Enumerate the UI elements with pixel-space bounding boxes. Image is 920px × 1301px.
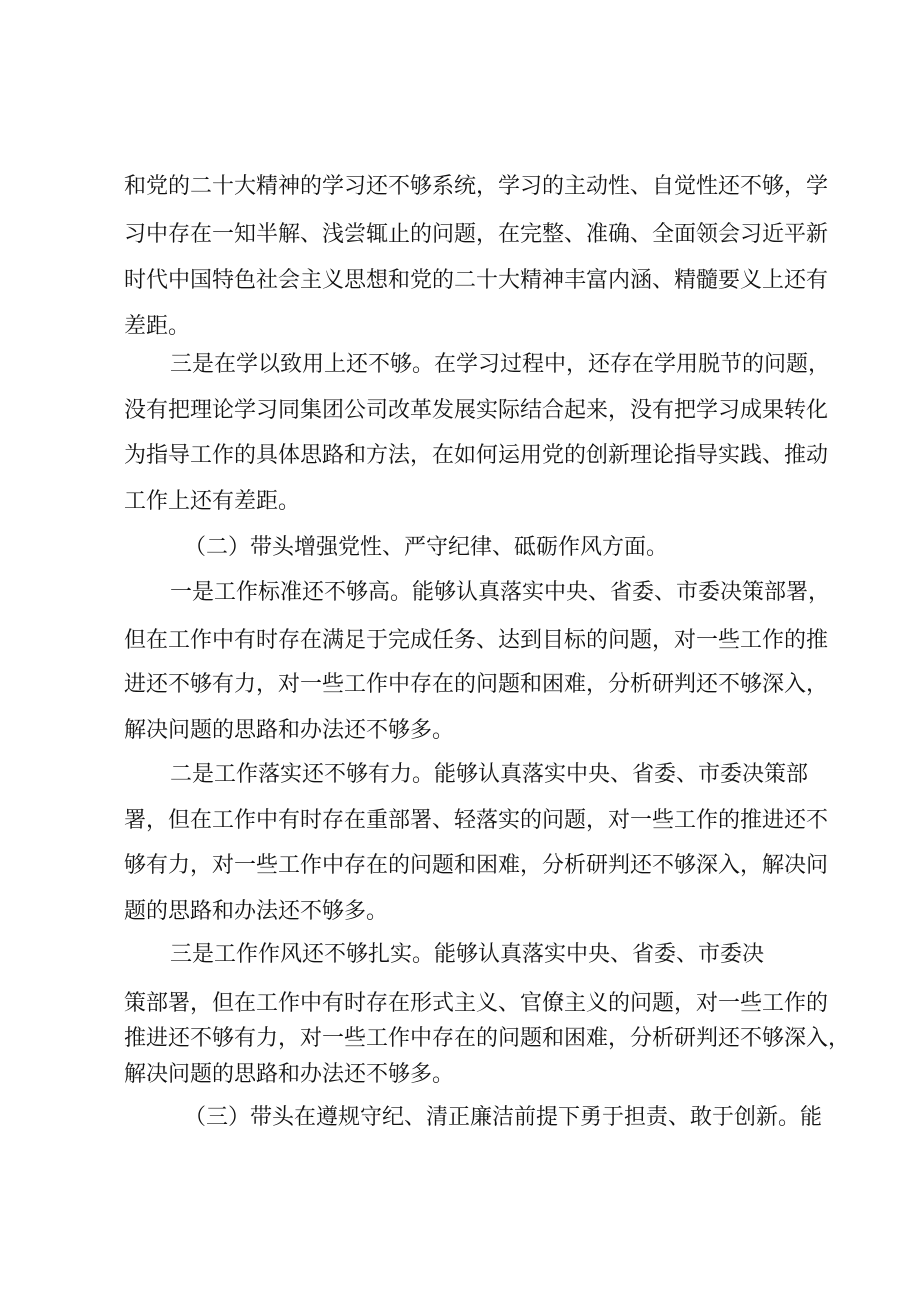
paragraph-line: 解决问题的思路和办法还不够多。 [124, 718, 455, 743]
paragraph-line: 解决问题的思路和办法还不够多。 [124, 1062, 455, 1087]
paragraph-line: 习中存在一知半解、浅尝辄止的问题，在完整、准确、全面领会习近平新 [124, 222, 829, 247]
paragraph-line: 三是工作作风还不够扎实。能够认真落实中央、省委、市委决 [170, 942, 765, 967]
section-heading: （二）带头增强党性、严守纪律、砥砺作风方面。 [184, 535, 669, 560]
paragraph-line: 署，但在工作中有时存在重部署、轻落实的问题，对一些工作的推进还不 [124, 808, 829, 833]
paragraph-line: 但在工作中有时存在满足于完成任务、达到目标的问题，对一些工作的推 [124, 628, 829, 653]
paragraph-line: 一是工作标准还不够高。能够认真落实中央、省委、市委决策部署， [170, 580, 831, 605]
paragraph-line: 差距。 [124, 314, 191, 339]
paragraph-line: 策部署，但在工作中有时存在形式主义、官僚主义的问题，对一些工作的 [124, 991, 829, 1016]
paragraph-line: 没有把理论学习同集团公司改革发展实际结合起来，没有把学习成果转化 [124, 398, 829, 423]
section-heading: （三）带头在遵规守纪、清正廉洁前提下勇于担责、敢于创新。能 [184, 1105, 823, 1130]
paragraph-line: 二是工作落实还不够有力。能够认真落实中央、省委、市委决策部 [170, 762, 809, 787]
paragraph-line: 工作上还有差距。 [124, 489, 301, 514]
paragraph-line: 三是在学以致用上还不够。在学习过程中，还存在学用脱节的问题， [170, 352, 831, 377]
paragraph-line: 和党的二十大精神的学习还不够系统，学习的主动性、自觉性还不够，学 [124, 174, 829, 199]
paragraph-line: 为指导工作的具体思路和方法，在如何运用党的创新理论指导实践、推动 [124, 443, 829, 468]
paragraph-line: 够有力，对一些工作中存在的问题和困难，分析研判还不够深入，解决问 [124, 853, 829, 878]
paragraph-line: 题的思路和办法还不够多。 [124, 899, 389, 924]
paragraph-line: 进还不够有力，对一些工作中存在的问题和困难，分析研判还不够深入， [124, 672, 829, 697]
paragraph-line: 推进还不够有力，对一些工作中存在的问题和困难，分析研判还不够深入， [124, 1026, 851, 1051]
paragraph-line: 时代中国特色社会主义思想和党的二十大精神丰富内涵、精髓要义上还有 [124, 268, 829, 293]
